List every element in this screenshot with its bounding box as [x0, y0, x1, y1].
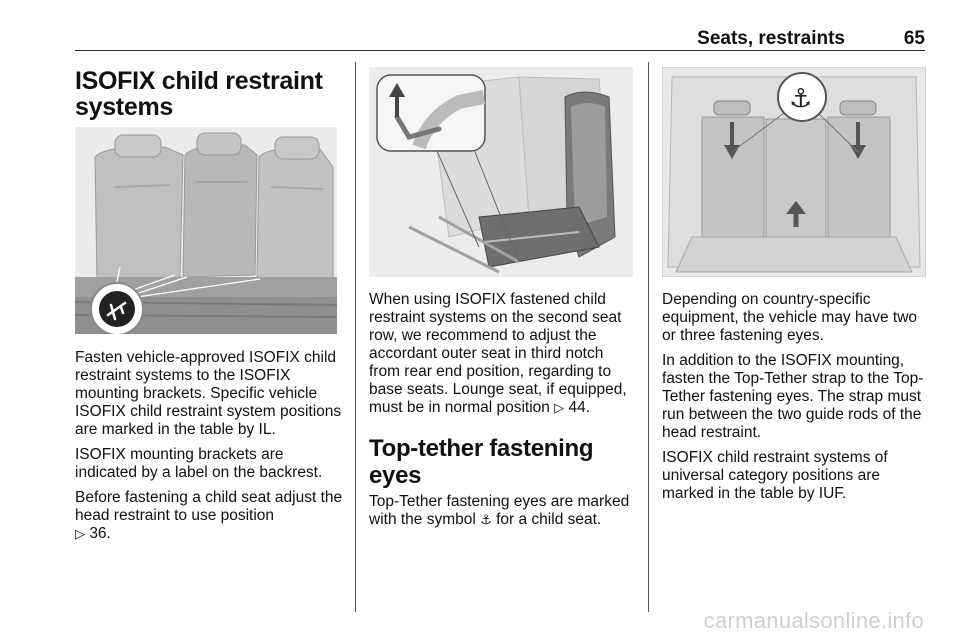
paragraph-3: [75, 489, 343, 543]
paragraph-5-text-a: Top-Tether fastening eyes are marked with the symbol: [369, 493, 630, 528]
header-rule: [75, 50, 925, 51]
page-header: [75, 28, 925, 48]
column-3-body: [662, 291, 926, 510]
heading-isofix: ISOFIX child restraint systems: [75, 67, 323, 121]
paragraph-4-text: When using ISOFIX fastened child restraint systems on the second seat row, we recommend to adjust the accordant outer seat in third notch from rear end position, regarding to base seats. Lounge seat, if equipped, must be in normal position: [369, 291, 627, 416]
column-1-body: [75, 349, 343, 550]
paragraph-8: ISOFIX child restraint systems of universal category positions are marked in the table by IUF.: [662, 449, 888, 502]
column-divider-2: [648, 62, 649, 612]
paragraph-4: [369, 291, 635, 417]
top-tether-symbol-icon: ⚓: [480, 512, 492, 527]
page-ref-44[interactable]: 44.: [568, 399, 591, 416]
section-title: Seats, restraints: [697, 28, 845, 49]
paragraph-3-text: Before fastening a child seat adjust the head restraint to use position: [75, 489, 343, 524]
page-ref-icon: ▷: [554, 400, 565, 415]
svg-text:⚓: ⚓: [789, 84, 813, 114]
column-2-body: [369, 291, 635, 536]
heading-top-tether: Top-tether fastening eyes: [369, 435, 594, 489]
watermark: carmanualsonline.info: [703, 608, 924, 633]
figure-top-tether-eyes: [662, 67, 926, 277]
column-divider-1: [355, 62, 356, 612]
paragraph-2: ISOFIX mounting brackets are indicated by a label on the backrest.: [75, 446, 323, 481]
page-ref-icon: ▷: [75, 526, 85, 541]
paragraph-5: [369, 493, 635, 529]
page-ref-36[interactable]: 36.: [89, 525, 111, 542]
page-number: 65: [903, 28, 925, 49]
paragraph-5-text-b: for a child seat.: [496, 511, 602, 528]
column-1: [75, 68, 343, 120]
paragraph-7: In addition to the ISOFIX mounting, fasten the Top-Tether strap to the Top-Tether fastening eyes. The strap must run between the two guide rods of the head restraint.: [662, 352, 924, 441]
figure-rear-seats-isofix: [75, 127, 337, 334]
figure-second-row-seat: [369, 67, 633, 277]
paragraph-6: Depending on country-specific equipment, the vehicle may have two or three fastening eyes.: [662, 291, 918, 344]
paragraph-1: Fasten vehicle-approved ISOFIX child restraint systems to the ISOFIX mounting brackets. Specific vehicle ISOFIX child restraint system positions are marked in the table by IL.: [75, 349, 342, 438]
